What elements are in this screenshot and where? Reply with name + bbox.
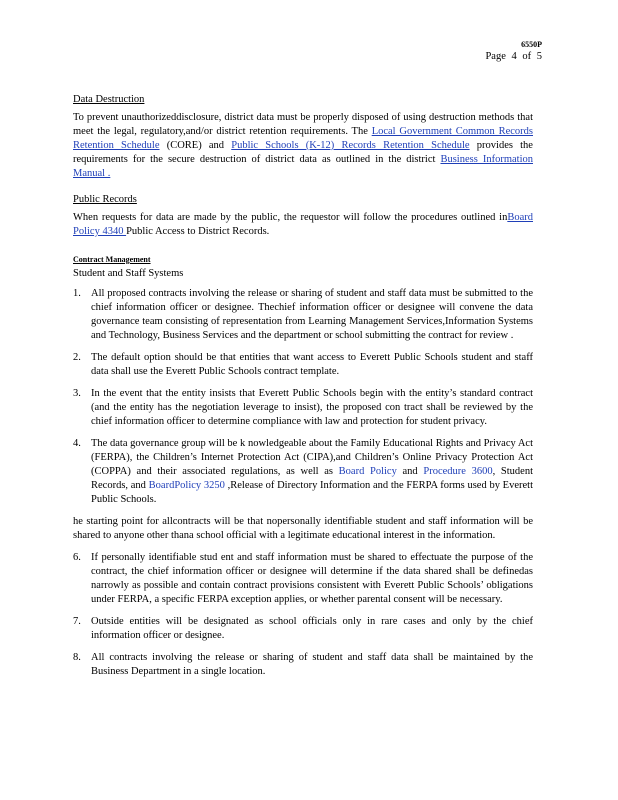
list-number: 1. [73,288,81,299]
link-procedure-3600[interactable]: Procedure 3600 [423,466,493,477]
list-text: The default option should be that entities that want access to Everett Public Schools student and staff data shall use the Everett Public Schools contract template. [91,352,533,377]
text-run: (CORE) and [159,140,232,151]
list-number: 4. [73,438,81,449]
section-title-data-destruction: Data Destruction [73,94,145,105]
link-core-schedule[interactable]: Local Government Common Records Retention Schedule [73,126,533,151]
policy-code: 6550P [521,40,542,49]
list-item [73,437,533,507]
link-board-policy-3250[interactable]: BoardPolicy 3250 [148,480,225,491]
list-number: 2. [73,352,81,363]
list-text: , Student Records, and [91,466,533,491]
page-header [485,40,542,64]
contract-list [73,287,533,507]
text-run: To prevent unauthorizeddisclosure, district data must be properly disposed of using destruction methods that meet the legal, regulatory,and/or district retention requirements. The [73,112,533,137]
list-item [73,615,533,643]
list-item [73,551,533,607]
link-board-policy[interactable]: Board Policy [338,466,397,477]
text-run: provides the requirements for the secure destruction of district data as outlined in the district [73,140,533,165]
list-item [73,387,533,429]
document-body [73,93,533,687]
text-run: When requests for data are made by the public, the requestor will follow the procedures outlined in [73,212,508,223]
list-text: ,Release of Directory Information and the FERPA forms used by Everett Public Schools. [91,480,533,505]
list-text: Outside entities will be designated as school officials only in rare cases and only by the chief information officer or designee. [91,616,533,641]
subsection-title: Student and Staff Systems [73,268,184,279]
list-text: If personally identifiable stud ent and staff information must be shared to effectuate the purpose of the contract, the chief information officer or designee will determine if the data shared shall be definedas narrowly as possible and contain contract provisions consistent with Everett Public Schools’ obligations under FERPA, a specific FERPA exception applies, or whether parental consent will be necessary. [91,552,533,605]
page-number: Page 4 of 5 [485,51,542,62]
link-board-policy-4340[interactable]: Board Policy 4340 [73,212,533,237]
list-text: In the event that the entity insists that Everett Public Schools begin with the entity’s standard contract (and the entity has the negotiation leverage to insist), the proposed con tract shall be reviewed by the chief information officer to determine compliance with law and protection for student privacy. [91,388,533,427]
list-item [73,287,533,343]
section-title-public-records: Public Records [73,194,137,205]
list-item [73,651,533,679]
list-number: 6. [73,552,81,563]
paragraph-data-destruction [73,111,533,181]
paragraph-public-records [73,211,533,239]
list-number: 7. [73,616,81,627]
contract-list-continued [73,551,533,679]
link-k12-schedule[interactable]: Public Schools (K-12) Records Retention Schedule [231,140,470,151]
text-run: Public Access to District Records. [126,226,270,237]
section-title-contract-management: Contract Management [73,255,151,264]
list-text: All contracts involving the release or sharing of student and staff data shall be maintained by the Business Department in a single location. [91,652,533,677]
list-text: The data governance group will be k nowledgeable about the Family Educational Rights and Privacy Act (FERPA), the Children’s Internet Protection Act (CIPA),and Children’s Online Privacy Protection Act (COPPA) and their associated regulations, as well as [91,438,533,477]
list-number: 8. [73,652,81,663]
link-business-manual[interactable]: Business Information Manual . [73,154,533,179]
list-item-unnumbered: he starting point for allcontracts will be that nopersonally identifiable student and staff information will be shared to anyone other thana school official with a legitimate educational interest in the information. [73,516,533,541]
list-text: and [396,466,424,477]
list-number: 3. [73,388,81,399]
list-item [73,351,533,379]
list-text: All proposed contracts involving the release or sharing of student and staff data must be submitted to the chief information officer or designee. Thechief information officer or designee will convene the data governance team consisting of representation from Learning Management Services,Information Systems and Technology, Business Services and the department or school submitting the contract for review . [91,288,533,341]
